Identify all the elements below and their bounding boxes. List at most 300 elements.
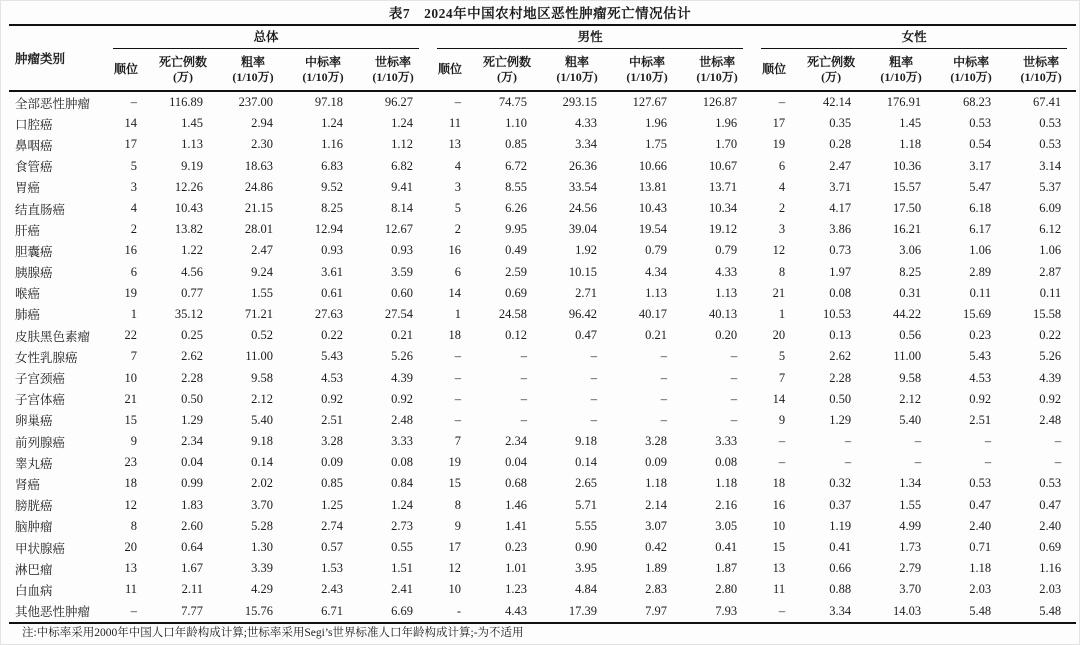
- data-cell-overall: 1.55: [251, 285, 273, 300]
- header-sub-row: [9, 49, 1076, 91]
- column-header-line1: 粗率: [889, 54, 914, 69]
- data-cell-overall: 3.28: [321, 434, 343, 449]
- data-cell-female: 0.53: [969, 116, 992, 131]
- data-cell-overall: 2.62: [181, 349, 203, 364]
- rank-cell-male: -: [456, 603, 462, 618]
- data-cell-male: 40.17: [638, 306, 668, 321]
- data-cell-overall: 237.00: [238, 95, 273, 110]
- rank-cell-overall: 16: [124, 243, 137, 258]
- data-cell-male: 7.93: [715, 603, 738, 618]
- data-cell-male: 2.71: [575, 285, 598, 300]
- rank-cell-overall: 8: [130, 518, 137, 533]
- data-cell-female: 0.32: [829, 476, 852, 491]
- table-number: 表7: [388, 6, 411, 21]
- data-cell-male: 2.34: [505, 434, 528, 449]
- data-cell-overall: 1.13: [181, 137, 203, 152]
- group-header-overall: [104, 25, 428, 49]
- data-cell-female: 1.16: [1039, 561, 1062, 576]
- data-cell-overall: 9.52: [321, 179, 343, 194]
- data-cell-overall: 2.11: [181, 582, 203, 597]
- rank-cell-male: 6: [454, 264, 462, 279]
- data-cell-overall: 0.84: [391, 476, 414, 491]
- rank-cell-overall: 6: [130, 264, 137, 279]
- rank-cell-overall: 5: [130, 158, 137, 173]
- tumor-type-cell: 胃癌: [15, 181, 41, 196]
- column-header-line1: 中标率: [304, 54, 341, 69]
- data-cell-male: 1.75: [645, 137, 668, 152]
- data-cell-female: 0.22: [1039, 328, 1062, 343]
- data-cell-female: 3.17: [969, 158, 992, 173]
- rank-cell-female: 9: [778, 412, 786, 427]
- group-header-label: 女性: [761, 27, 1067, 49]
- data-cell-female: 2.03: [1039, 582, 1062, 597]
- data-cell-male: 3.34: [575, 137, 598, 152]
- rank-cell-overall: 19: [124, 285, 137, 300]
- rank-cell-overall: 11: [124, 582, 137, 597]
- table-row: [9, 91, 1076, 113]
- data-cell-overall: 5.28: [251, 518, 273, 533]
- data-cell-male: 0.04: [505, 455, 528, 470]
- data-cell-female: 1.06: [969, 243, 992, 258]
- data-cell-male: 0.49: [505, 243, 528, 258]
- rank-cell-female: 1: [778, 306, 786, 321]
- table-row: [9, 156, 1076, 177]
- column-header-line2: (1/10万): [626, 69, 668, 84]
- data-cell-female: 1.34: [899, 476, 922, 491]
- data-cell-female: 1.06: [1039, 243, 1062, 258]
- data-cell-male: 0.79: [645, 243, 668, 258]
- data-cell-overall: 8.25: [321, 201, 343, 216]
- data-cell-male: 0.09: [645, 455, 668, 470]
- table-row: [9, 389, 1076, 410]
- column-header-line1: 顺位: [113, 62, 138, 76]
- data-cell-overall: 24.86: [244, 179, 273, 194]
- column-header-line1: 世标率: [699, 54, 736, 69]
- data-cell-female: 0.35: [829, 116, 852, 131]
- tumor-type-cell: 淋巴瘤: [15, 562, 53, 577]
- table-row: [9, 473, 1076, 494]
- data-cell-overall: 2.30: [251, 137, 273, 152]
- data-cell-overall: 27.63: [314, 306, 343, 321]
- data-cell-male: 3.95: [575, 561, 598, 576]
- data-cell-male: 7.97: [645, 603, 668, 618]
- data-cell-female: 0.88: [829, 582, 852, 597]
- data-cell-female: 0.50: [829, 391, 852, 406]
- data-cell-female: 3.86: [829, 222, 852, 237]
- column-header-line1: 粗率: [240, 54, 265, 69]
- rank-cell-male: –: [454, 391, 462, 406]
- data-cell-overall: 1.83: [181, 497, 203, 512]
- table-row: [9, 177, 1076, 198]
- column-header-female: [752, 49, 796, 91]
- data-cell-female: 6.12: [1039, 222, 1062, 237]
- table-row: [9, 367, 1076, 388]
- data-cell-female: 15.57: [892, 179, 922, 194]
- data-cell-female: 2.79: [899, 561, 922, 576]
- rank-cell-overall: 13: [124, 561, 137, 576]
- data-cell-female: 6.18: [969, 201, 992, 216]
- data-cell-female: 0.73: [829, 243, 852, 258]
- column-header-line2: (1/10万): [302, 69, 344, 84]
- data-cell-male: 2.65: [575, 476, 598, 491]
- data-cell-female: 1.73: [899, 540, 922, 555]
- data-cell-male: –: [590, 391, 598, 406]
- rank-cell-male: –: [454, 349, 462, 364]
- data-cell-female: 0.41: [829, 540, 852, 555]
- data-cell-overall: 11.00: [245, 349, 273, 364]
- data-cell-male: 3.33: [715, 434, 738, 449]
- column-header-male: [612, 49, 682, 91]
- data-cell-male: 24.56: [568, 201, 598, 216]
- data-cell-male: 1.18: [715, 476, 738, 491]
- column-header-female: [936, 49, 1006, 91]
- column-header-male: [472, 49, 542, 91]
- data-cell-male: 1.41: [505, 518, 528, 533]
- data-cell-overall: 5.40: [251, 412, 273, 427]
- tumor-type-cell: 口腔癌: [15, 117, 53, 132]
- table-row: [9, 262, 1076, 283]
- data-cell-male: 96.42: [568, 306, 598, 321]
- table-row: [9, 579, 1076, 600]
- rank-cell-female: 17: [772, 116, 786, 131]
- rank-cell-male: 16: [448, 243, 462, 258]
- data-cell-male: 5.71: [575, 497, 598, 512]
- rank-cell-female: 8: [778, 264, 786, 279]
- data-cell-overall: 0.92: [321, 391, 343, 406]
- data-cell-overall: 3.39: [251, 561, 273, 576]
- data-cell-female: 5.48: [969, 603, 992, 618]
- data-cell-overall: 3.59: [391, 264, 414, 279]
- data-cell-female: 2.28: [829, 370, 852, 385]
- data-cell-female: –: [914, 434, 922, 449]
- data-cell-overall: 6.83: [321, 158, 343, 173]
- data-cell-male: 19.54: [638, 222, 668, 237]
- rank-cell-overall: 15: [124, 412, 137, 427]
- data-cell-female: 0.54: [969, 137, 992, 152]
- data-cell-overall: 27.54: [384, 306, 414, 321]
- data-cell-female: 1.18: [969, 561, 992, 576]
- data-cell-overall: 9.24: [251, 264, 273, 279]
- column-header-line1: 死亡例数: [807, 54, 856, 69]
- rank-cell-male: 2: [454, 222, 462, 237]
- column-header-line1: 中标率: [953, 54, 990, 69]
- column-header-line2: (1/10万): [696, 69, 738, 84]
- data-cell-male: 3.28: [645, 434, 668, 449]
- table-row: [9, 325, 1076, 346]
- rank-cell-overall: 7: [130, 349, 137, 364]
- data-cell-female: 0.66: [829, 561, 852, 576]
- data-cell-overall: 0.57: [321, 540, 343, 555]
- data-cell-male: 0.79: [715, 243, 738, 258]
- data-cell-overall: 1.24: [391, 497, 414, 512]
- data-cell-female: 0.11: [1039, 285, 1062, 300]
- data-cell-male: 4.34: [645, 264, 668, 279]
- data-cell-female: 4.53: [969, 370, 992, 385]
- tumor-type-cell: 皮肤黑色素瘤: [15, 329, 91, 344]
- data-cell-male: 40.13: [708, 306, 738, 321]
- data-cell-overall: 12.94: [314, 222, 343, 237]
- rank-cell-overall: 14: [124, 116, 137, 131]
- data-cell-male: 0.23: [505, 540, 528, 555]
- tumor-type-cell: 结直肠癌: [15, 202, 66, 217]
- data-cell-overall: 0.14: [251, 455, 273, 470]
- column-header-overall: [148, 49, 218, 91]
- rank-cell-male: 5: [454, 201, 462, 216]
- data-cell-overall: 0.85: [321, 476, 343, 491]
- data-cell-female: 0.11: [969, 285, 992, 300]
- data-cell-male: 26.36: [568, 158, 598, 173]
- column-header-overall: [104, 49, 148, 91]
- data-cell-overall: 0.92: [391, 391, 414, 406]
- data-cell-overall: 5.26: [391, 349, 414, 364]
- data-cell-male: 1.46: [505, 497, 528, 512]
- data-cell-overall: 28.01: [244, 222, 273, 237]
- data-cell-female: 10.53: [822, 306, 852, 321]
- data-cell-overall: 116.89: [169, 95, 203, 110]
- data-cell-overall: 0.64: [181, 540, 203, 555]
- rank-cell-overall: 12: [124, 497, 137, 512]
- data-cell-male: 13.81: [638, 179, 668, 194]
- data-cell-overall: 4.53: [321, 370, 343, 385]
- column-header-line1: 粗率: [565, 54, 590, 69]
- data-cell-overall: 35.12: [174, 306, 203, 321]
- data-cell-female: 5.37: [1039, 179, 1062, 194]
- data-cell-overall: 0.77: [181, 285, 203, 300]
- tumor-type-cell: 肺癌: [15, 308, 41, 323]
- data-cell-overall: 1.30: [251, 540, 273, 555]
- data-cell-male: 10.15: [568, 264, 598, 279]
- data-cell-female: 5.43: [969, 349, 992, 364]
- data-cell-female: 176.91: [886, 95, 922, 110]
- data-cell-male: 10.66: [638, 158, 668, 173]
- data-cell-female: 3.34: [829, 603, 852, 618]
- data-cell-male: –: [590, 412, 598, 427]
- data-cell-male: 9.18: [575, 434, 598, 449]
- data-cell-female: 15.58: [1033, 306, 1062, 321]
- column-header-overall: [358, 49, 428, 91]
- column-header-line2: (1/10万): [556, 69, 598, 84]
- tumor-type-cell: 白血病: [15, 583, 53, 598]
- group-header-label: 总体: [113, 27, 419, 49]
- data-cell-overall: 4.29: [251, 582, 273, 597]
- header-group-row: [9, 25, 1076, 49]
- rank-cell-female: –: [778, 603, 786, 618]
- data-cell-male: 6.72: [505, 158, 528, 173]
- data-cell-female: 0.92: [969, 391, 992, 406]
- data-cell-male: 126.87: [702, 95, 738, 110]
- data-cell-overall: 0.93: [321, 243, 343, 258]
- rank-cell-female: 19: [772, 137, 786, 152]
- data-cell-female: 0.13: [829, 328, 852, 343]
- data-cell-male: 8.55: [505, 179, 528, 194]
- tumor-type-cell: 子宫体癌: [15, 393, 66, 408]
- column-header-male: [682, 49, 752, 91]
- table-head: [9, 25, 1076, 91]
- data-cell-female: 5.48: [1039, 603, 1062, 618]
- data-cell-male: –: [730, 412, 738, 427]
- data-cell-overall: 1.16: [321, 137, 343, 152]
- tumor-type-cell: 女性乳腺癌: [15, 350, 78, 365]
- data-cell-female: 9.58: [899, 370, 922, 385]
- data-cell-male: 1.92: [575, 243, 598, 258]
- data-cell-male: 4.84: [575, 582, 598, 597]
- data-cell-male: 2.59: [505, 264, 528, 279]
- column-header-line1: 顺位: [762, 62, 787, 76]
- data-cell-overall: 6.82: [391, 158, 414, 173]
- rank-cell-male: 10: [448, 582, 462, 597]
- rank-cell-overall: 10: [124, 370, 137, 385]
- data-cell-male: 0.69: [505, 285, 528, 300]
- table-row: [9, 283, 1076, 304]
- column-header-line1: 中标率: [629, 54, 666, 69]
- data-cell-male: 1.23: [505, 582, 528, 597]
- data-cell-male: 0.47: [575, 328, 598, 343]
- table-row: [9, 452, 1076, 473]
- data-cell-overall: 0.09: [321, 455, 343, 470]
- data-cell-overall: 6.69: [391, 603, 414, 618]
- column-header-line1: 顺位: [438, 62, 463, 76]
- data-cell-female: 0.71: [969, 540, 992, 555]
- data-cell-female: –: [1054, 455, 1062, 470]
- rank-cell-overall: 21: [124, 391, 137, 406]
- data-cell-male: –: [730, 391, 738, 406]
- data-cell-female: 2.40: [969, 518, 992, 533]
- data-cell-overall: 0.60: [391, 285, 414, 300]
- rank-cell-female: –: [778, 455, 786, 470]
- data-cell-male: 0.21: [645, 328, 668, 343]
- column-header-overall: [218, 49, 288, 91]
- data-cell-female: 0.31: [899, 285, 922, 300]
- table-body: [9, 91, 1076, 623]
- data-cell-male: 2.16: [715, 497, 738, 512]
- data-cell-male: 1.96: [715, 116, 738, 131]
- data-cell-female: 5.47: [969, 179, 992, 194]
- rank-cell-female: 14: [772, 391, 786, 406]
- data-cell-female: 1.29: [829, 412, 852, 427]
- data-cell-female: 1.97: [829, 264, 852, 279]
- data-cell-overall: 3.33: [391, 434, 414, 449]
- data-cell-male: 6.26: [505, 201, 528, 216]
- tumor-type-header: 肿瘤类别: [9, 25, 104, 91]
- table-row: [9, 219, 1076, 240]
- rank-cell-female: 5: [778, 349, 786, 364]
- cancer-mortality-table: [9, 24, 1076, 624]
- tumor-type-cell: 膀胱癌: [15, 499, 53, 514]
- rank-cell-female: 7: [778, 370, 786, 385]
- data-cell-overall: 2.02: [251, 476, 273, 491]
- data-cell-overall: 1.51: [391, 561, 414, 576]
- data-cell-male: 4.43: [505, 603, 528, 618]
- data-cell-female: –: [984, 455, 992, 470]
- tumor-type-cell: 子宫颈癌: [15, 372, 66, 387]
- data-cell-female: –: [844, 455, 852, 470]
- table-row: [9, 240, 1076, 261]
- rank-cell-male: 9: [454, 518, 462, 533]
- tumor-type-cell: 食管癌: [15, 160, 53, 175]
- data-cell-female: 0.47: [969, 497, 992, 512]
- data-cell-male: 3.05: [715, 518, 738, 533]
- data-cell-female: –: [914, 455, 922, 470]
- column-header-line1: 死亡例数: [483, 54, 532, 69]
- data-cell-female: 1.19: [829, 518, 852, 533]
- data-cell-female: 3.06: [899, 243, 922, 258]
- data-cell-overall: 13.82: [174, 222, 203, 237]
- data-cell-female: 2.47: [829, 158, 852, 173]
- rank-cell-female: 21: [772, 285, 786, 300]
- data-cell-female: 0.28: [829, 137, 852, 152]
- data-cell-male: –: [660, 349, 668, 364]
- data-cell-male: –: [660, 412, 668, 427]
- data-cell-male: 0.68: [505, 476, 528, 491]
- data-cell-overall: 9.18: [251, 434, 273, 449]
- column-header-overall: [288, 49, 358, 91]
- data-cell-overall: 8.14: [391, 201, 414, 216]
- rank-cell-male: 7: [454, 434, 462, 449]
- column-header-line2: (1/10万): [1020, 69, 1062, 84]
- data-cell-male: –: [730, 370, 738, 385]
- data-cell-overall: 2.74: [321, 518, 343, 533]
- rank-cell-male: 11: [449, 116, 462, 131]
- table-title: [9, 4, 1071, 24]
- data-cell-overall: 1.29: [181, 412, 203, 427]
- data-cell-overall: 5.43: [321, 349, 343, 364]
- data-cell-male: 1.96: [645, 116, 668, 131]
- rank-cell-female: 3: [778, 222, 786, 237]
- data-cell-female: 0.08: [829, 285, 852, 300]
- data-cell-female: 4.39: [1039, 370, 1062, 385]
- data-cell-overall: 2.51: [321, 412, 343, 427]
- data-cell-male: –: [660, 391, 668, 406]
- data-cell-overall: 4.56: [181, 264, 203, 279]
- data-cell-female: 1.18: [899, 137, 922, 152]
- rank-cell-overall: 18: [124, 476, 137, 491]
- data-cell-overall: 2.34: [181, 434, 203, 449]
- data-cell-female: 2.03: [969, 582, 992, 597]
- data-cell-overall: 1.67: [181, 561, 203, 576]
- data-cell-male: 1.89: [645, 561, 668, 576]
- data-cell-male: –: [520, 391, 528, 406]
- rank-cell-male: 3: [454, 179, 462, 194]
- column-header-male: [542, 49, 612, 91]
- rank-cell-male: –: [454, 95, 462, 110]
- data-cell-overall: 0.25: [181, 328, 203, 343]
- column-header-female: [1006, 49, 1076, 91]
- data-cell-male: 1.13: [715, 285, 738, 300]
- data-cell-overall: 6.71: [321, 603, 343, 618]
- data-cell-overall: 2.73: [391, 518, 414, 533]
- data-cell-overall: 2.41: [391, 582, 414, 597]
- data-cell-male: 0.14: [575, 455, 598, 470]
- data-cell-male: 1.13: [645, 285, 668, 300]
- data-cell-female: 8.25: [899, 264, 922, 279]
- data-cell-overall: 0.08: [391, 455, 414, 470]
- table-row: [9, 558, 1076, 579]
- tumor-type-cell: 喉癌: [15, 287, 41, 302]
- data-cell-male: –: [660, 370, 668, 385]
- data-cell-male: 10.67: [708, 158, 738, 173]
- data-cell-overall: 7.77: [181, 603, 203, 618]
- data-cell-female: 3.14: [1039, 158, 1062, 173]
- data-cell-male: 13.71: [708, 179, 738, 194]
- data-cell-female: 10.36: [892, 158, 922, 173]
- column-header-male: [428, 49, 472, 91]
- data-cell-female: 0.53: [1039, 137, 1062, 152]
- rank-cell-male: 18: [448, 328, 462, 343]
- rank-cell-male: 17: [448, 540, 462, 555]
- data-cell-overall: 2.60: [181, 518, 203, 533]
- data-cell-male: 0.42: [645, 540, 668, 555]
- column-header-line1: 死亡例数: [158, 54, 207, 69]
